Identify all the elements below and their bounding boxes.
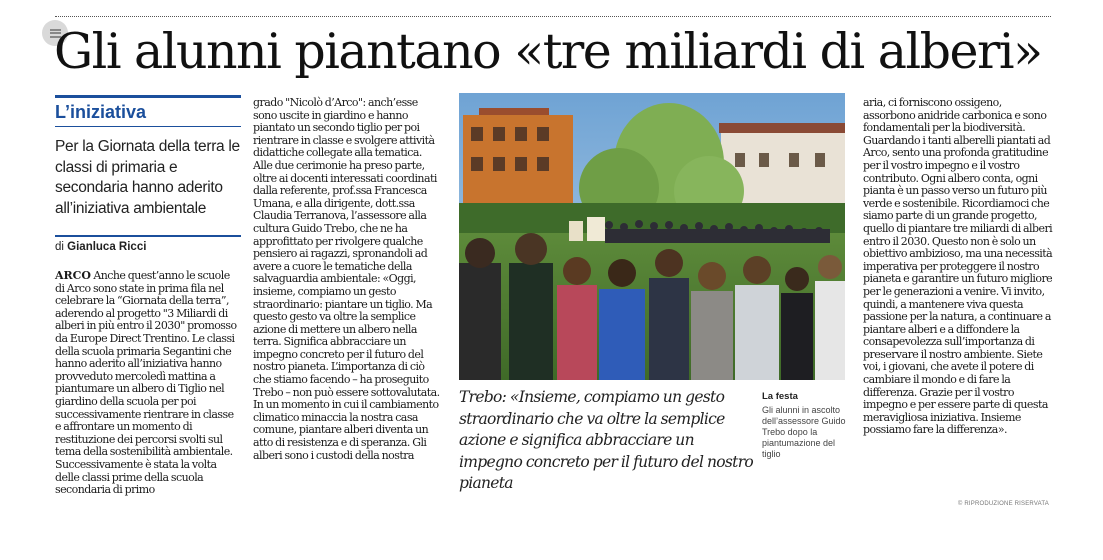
dateline: ARCO: [55, 269, 92, 282]
top-dotted-rule: [55, 16, 1051, 17]
kicker-rule: [55, 95, 241, 98]
article-column-1: [55, 270, 241, 497]
sidebar-box: [55, 95, 241, 219]
byline-author: Gianluca Ricci: [67, 241, 147, 253]
summary: Per la Giornata della terra le classi di primaria e secondaria hanno aderito all’iniziativa ambientale: [55, 138, 240, 217]
article-photo: [459, 93, 845, 380]
pull-quote: Trebo: «Insieme, compiamo un gesto straordinario che va oltre la semplice azione e significa abbracciare un impegno concreto per il futuro del nostro pianeta: [459, 388, 754, 492]
byline: [55, 241, 241, 253]
byline-rule: [55, 235, 241, 237]
caption-text: Gli alunni in ascolto dell’assessore Guido Trebo dopo la piantumazione del tiglio: [762, 405, 846, 459]
kicker: L’iniziativa: [55, 101, 241, 127]
article-column-1-text: Anche quest’anno le scuole di Arco sono state in prima fila nel celebrare la “Giornata della terra”, aderendo al progetto "3 Miliardi di alberi in più entro il 2030" promosso da Europe Direct Trentino. Le classi della scuola primaria Segantini che hanno aderito all’iniziativa hanno provveduto mercoledì mattina a piantumare un albero di Tiglio nel giardino della scuola per poi successivamente rientrare in classe e affrontare un momento di restituzione dei percorsi svolti sul tema della sostenibilità ambientale. Successivamente è stata la volta delle classi prime della scuola secondaria di primo: [55, 269, 237, 497]
caption-title: La festa: [762, 391, 798, 402]
article-column-3: aria, ci forniscono ossigeno, assorbono anidride carbonica e sono fondamentali per la biodiversità. Guardando i tanti alberelli piantati ad Arco, sento una profonda gratitudine per il vostro impegno e il vostro contributo. Ogni albero conta, ogni pianta è un passo verso un futuro più verde e sostenibile. Ricordiamoci che siamo parte di un grande progetto, quello di piantare tre miliardi di alberi entro il 2030. Questo non è solo un obiettivo ambizioso, ma una necessità imperativa per proteggere il nostro pianeta e garantire un futuro migliore per le generazioni a venire. Vi invito, quindi, a mantenere viva questa passione per la natura, a continuare a piantare alberi e a diffondere la consapevolezza sull’importanza di preservare il nostro ambiente. Siete voi, i giovani, che avete il potere di cambiare il mondo e di fare la differenza. Grazie per il vostro impegno e per essere parte di questa meravigliosa iniziativa. Insieme possiamo fare la differenza».: [863, 96, 1053, 437]
copyright-notice: © RIPRODUZIONE RISERVATA: [957, 501, 1049, 507]
article-column-2: grado "Nicolò d’Arco": anch’esse sono uscite in giardino e hanno piantato un secondo tiglio per poi rientrare in classe e svolgere attività didattiche collegate alla tematica. Alle due cerimonie ha preso parte, oltre ai docenti interessati coordinati dalla referente, prof.ssa Francesca Umana, e alla dirigente, dott.ssa Claudia Terranova, l’assessore alla cultura Guido Trebo, che ne ha approfittato per rivolgere qualche pensiero ai ragazzi, spronandoli ad avere a cuore le tematiche della salvaguardia ambientale: «Oggi, insieme, compiamo un gesto straordinario: piantare un tiglio. Ma questo gesto va oltre la semplice azione di mettere un albero nella terra. Significa abbracciare un impegno concreto per il futuro del nostro pianeta. L’importanza di ciò che stiamo facendo – ha proseguito Trebo – non può essere sottovalutata. In un momento in cui il cambiamento climatico minaccia la nostra casa comune, piantare alberi diventa un atto di resistenza e di speranza. Gli alberi sono i custodi della nostra: [253, 96, 440, 462]
byline-prefix: di: [55, 241, 64, 253]
headline: Gli alunni piantano «tre miliardi di alberi»: [54, 23, 1042, 80]
